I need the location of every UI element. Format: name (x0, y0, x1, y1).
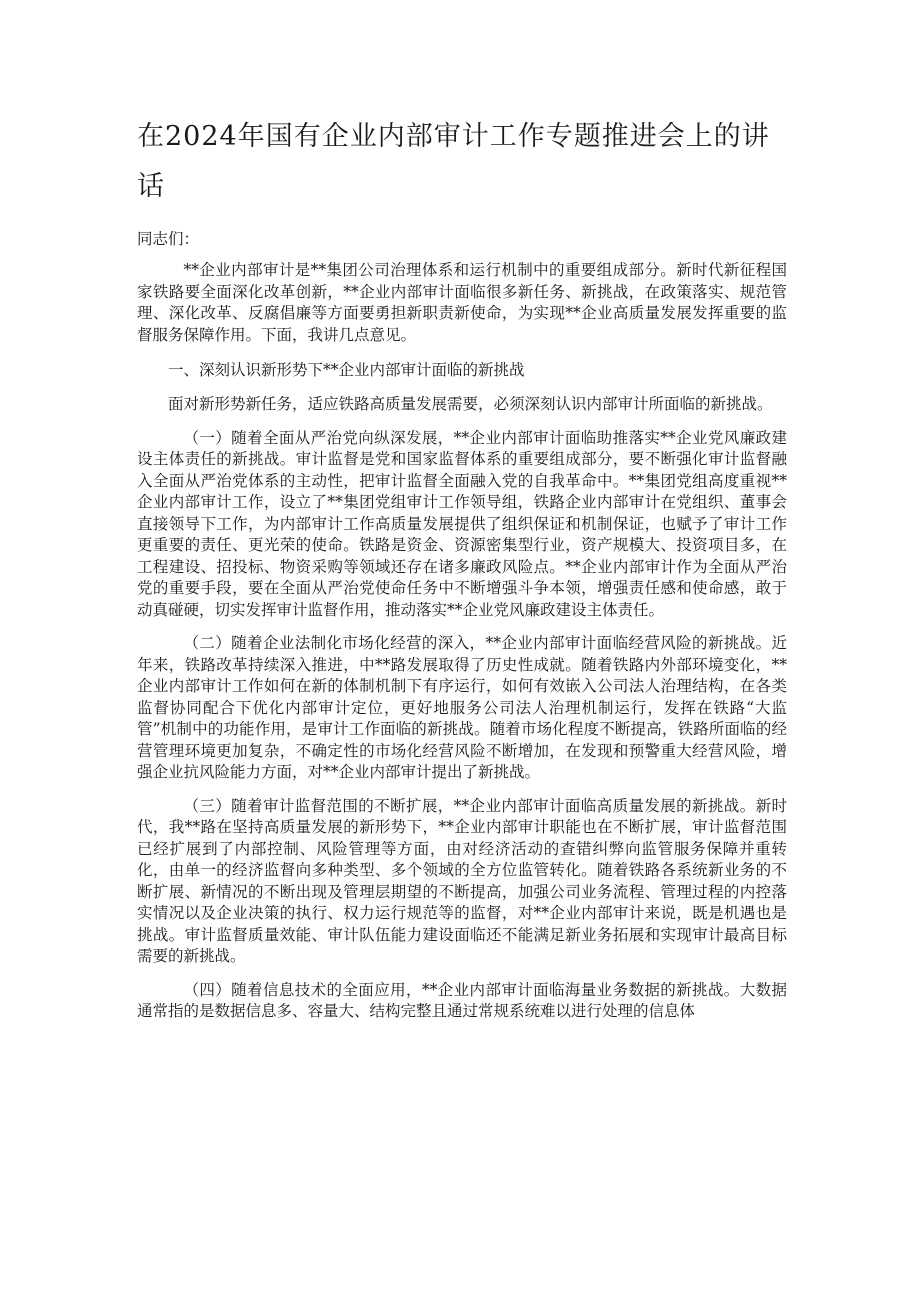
point-paragraph-4: （四）随着信息技术的全面应用，**企业内部审计面临海量业务数据的新挑战。大数据通常指的是数据信息多、容量大、结构完整且通过常规系统难以进行处理的信息体 (137, 980, 787, 1020)
section-lead-paragraph: 面对新形势新任务，适应铁路高质量发展需要，必须深刻认识内部审计所面临的新挑战。 (168, 395, 773, 413)
document-title: 在2024年国有企业内部审计工作专题推进会上的讲话 (137, 121, 770, 202)
intro-paragraph: **企业内部审计是**集团公司治理体系和运行机制中的重要组成部分。新时代新征程国家铁路要全面深化改革创新，**企业内部审计面临很多新任务、新挑战，在政策落实、规范管理、深化改革、反腐倡廉等方面要勇担新职责新使命，为实现**企业高质量发展发挥重要的监督服务保障作用。下面，我讲几点意见。 (137, 261, 787, 344)
point-paragraph-2: （二）随着企业法制化市场化经营的深入，**企业内部审计面临经营风险的新挑战。近年来，铁路改革持续深入推进，中**路发展取得了历史性成就。随着铁路内外部环境变化，**企业内部审计工作如何在新的体制机制下有序运行，如何有效嵌入公司法人治理结构，在各类监督协同配合下优化内部审计定位，更好地服务公司法人治理机制运行，发挥在铁路“大监管”机制中的功能作用，是审计工作面临的新挑战。随着市场化程度不断提高，铁路所面临的经营管理环境更加复杂，不确定性的市场化经营风险不断增加，在发现和预警重大经营风险，增强企业抗风险能力方面，对**企业内部审计提出了新挑战。 (137, 634, 787, 781)
section-heading-1: 一、深刻认识新形势下**企业内部审计面临的新挑战 (168, 361, 525, 379)
point-paragraph-1: （一）随着全面从严治党向纵深发展，**企业内部审计面临助推落实**企业党风廉政建设主体责任的新挑战。审计监督是党和国家监督体系的重要组成部分，要不断强化审计监督融入全面从严治党体系的主动性，把审计监督全面融入党的自我革命中。**集团党组高度重视**企业内部审计工作，设立了**集团党组审计工作领导组，铁路企业内部审计在党组织、董事会直接领导下工作，为内部审计工作高质量发展提供了组织保证和机制保证，也赋予了审计工作更重要的责任、更光荣的使命。铁路是资金、资源密集型行业，资产规模大、投资项目多，在工程建设、招投标、物资采购等领域还存在诸多廉政风险点。**企业内部审计作为全面从严治党的重要手段，要在全面从严治党使命任务中不断增强斗争本领，增强责任感和使命感，敢于动真碰硬，切实发挥审计监督作用，推动落实**企业党风廉政建设主体责任。 (137, 428, 787, 619)
point-paragraph-3: （三）随着审计监督范围的不断扩展，**企业内部审计面临高质量发展的新挑战。新时代，我**路在坚持高质量发展的新形势下，**企业内部审计职能也在不断扩展，审计监督范围已经扩展到了内部控制、风险管理等方面，由对经济活动的查错纠弊向监管服务保障并重转化，由单一的经济监督向多种类型、多个领域的全方位监管转化。随着铁路各系统新业务的不断扩展、新情况的不断出现及管理层期望的不断提高，加强公司业务流程、管理过程的内控落实情况以及企业决策的执行、权力运行规范等的监督，对**企业内部审计来说，既是机遇也是挑战。审计监督质量效能、审计队伍能力建设面临还不能满足新业务拓展和实现审计最高目标需要的新挑战。 (137, 796, 787, 965)
document-page (137, 112, 787, 1035)
salutation: 同志们： (137, 230, 200, 248)
